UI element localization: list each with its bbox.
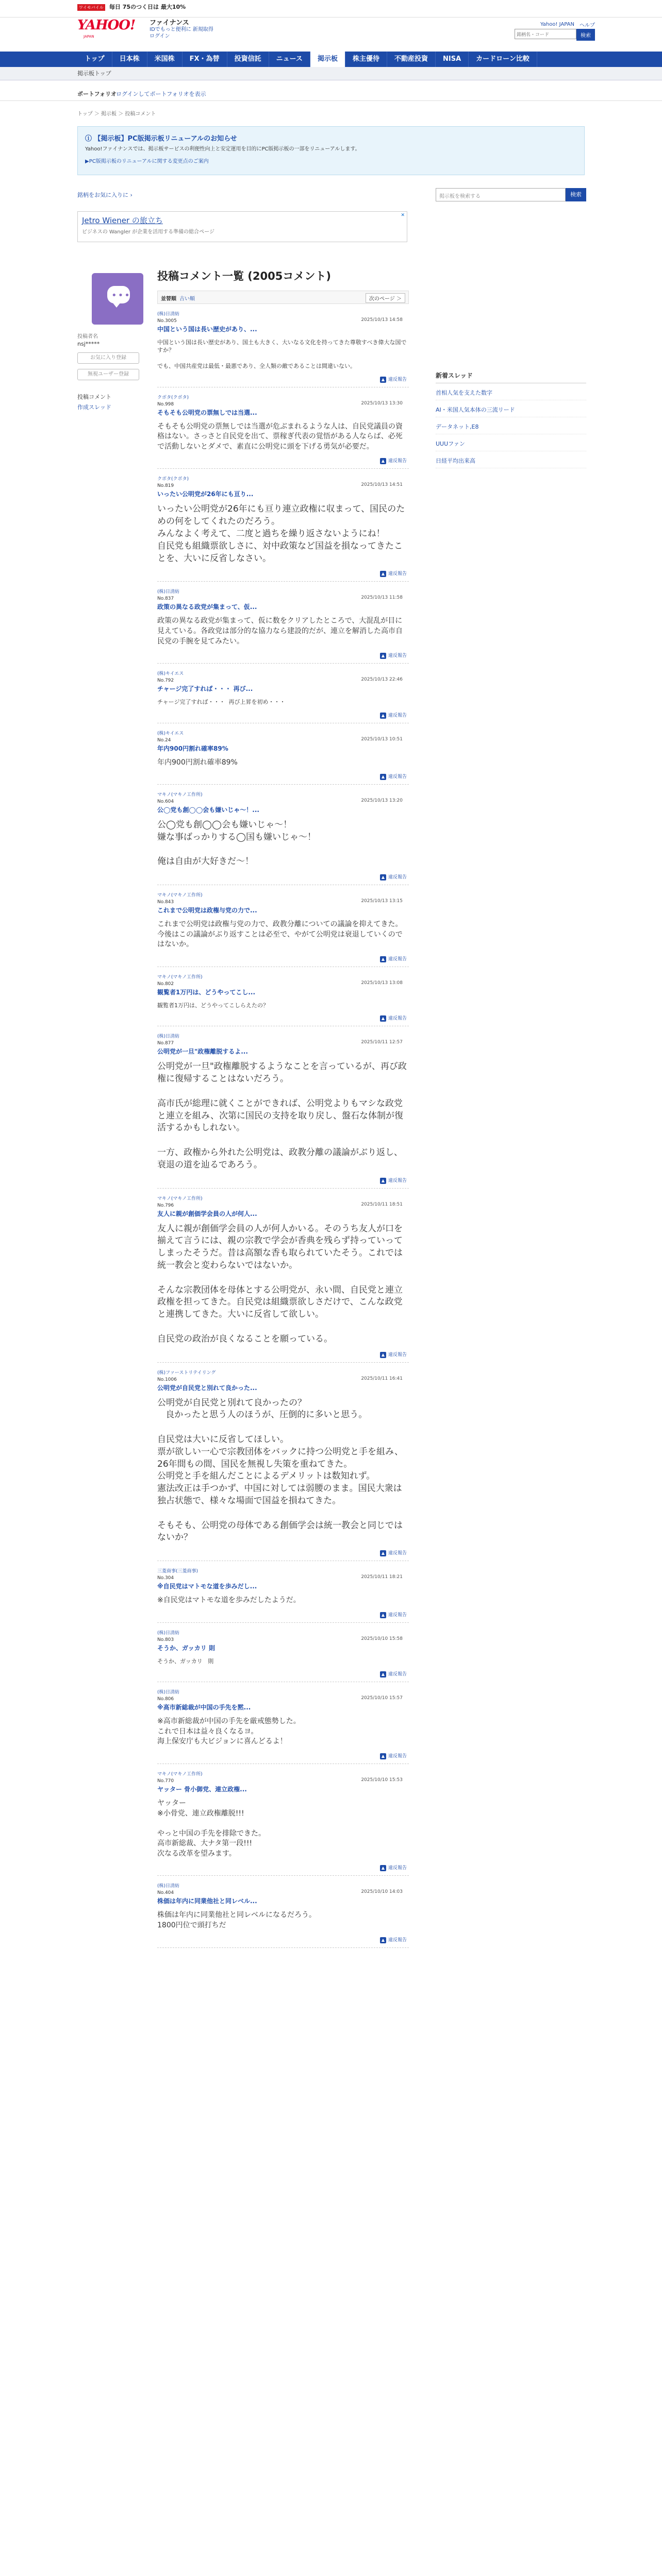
report-link[interactable]: ▲ 違反報告 xyxy=(157,1549,409,1556)
gnav-item[interactable]: カードローン比較 xyxy=(469,52,537,67)
gnav-item[interactable]: NISA xyxy=(436,52,469,67)
comment-stock-link[interactable]: マキノ(マキノ工作所) xyxy=(157,1771,203,1777)
portfolio-title: ポートフォリオ xyxy=(77,91,117,97)
comment-stock-link[interactable]: マキノ(マキノ工作所) xyxy=(157,893,203,899)
comment-body: 株価は年内に同業他社と同レベルになるだろう。 1800円位で頭打ちだ xyxy=(157,1911,316,1930)
comment-body: 公明党が自民党と別れて良かったの？ 良かったと思う人のほうが、圧倒的に多いと思う。 自民党は大いに反省してほしい。 票が欲しい一心で宗教団体をバックに持つ公明党と手を組み、26年間もの間、国民を無視し失策を重ねてきた。 公明党と手を組んだことによるデメリットは数知れず。 憲法改正は手つかず、中国に対しては弱腰のまま。国民大衆は独占状態で、様々な場面で国益を損ねてきた。 そもそも、公明党の母体である創価学会は統一教会と同じではないか？ xyxy=(157,1397,404,1543)
comment-number: No.770 xyxy=(157,1778,174,1784)
comment-title-link[interactable]: 公明党が自民党と別れて良かった... xyxy=(157,1384,257,1392)
comment-number: No.802 xyxy=(157,981,174,987)
comment-body: チャージ完了すれば・・・ 再び上昇を初め・・・ xyxy=(157,699,286,706)
comment-title-link[interactable]: 観覧者1万円は、どうやってこし... xyxy=(157,989,256,996)
ignore-user-button[interactable]: 無視ユーザー登録 xyxy=(77,369,139,380)
promo-text: 毎日 75のつく日は 最大10% xyxy=(109,4,186,10)
posted-comments-label: 投稿コメント xyxy=(77,394,111,400)
comment-item xyxy=(157,785,409,885)
report-link[interactable]: ▲ 違反報告 xyxy=(157,873,409,880)
comment-title-link[interactable]: ※高市新総裁が中国の手先を黙... xyxy=(157,1704,251,1711)
comment-date: 2025/10/10 15:58 xyxy=(361,1636,403,1641)
sort-label: 並替順 xyxy=(161,296,176,302)
notice-heading-text: 【掲示板】PC版掲示板リニューアルのお知らせ xyxy=(94,135,237,143)
gnav-item[interactable]: 米国株 xyxy=(147,52,183,67)
report-link[interactable]: ▲ 違反報告 xyxy=(157,1014,409,1022)
comment-title-link[interactable]: 中国という国は長い歴史があり、... xyxy=(157,326,257,333)
comment-body: ヤッター ※小骨党、連立政権離脱!!! やっと中国の手先を排除できた。 高市新総裁、大ナタ第一段!!! 次なる改革を望みます。 xyxy=(157,1799,266,1858)
comment-stock-link[interactable]: マキノ(マキノ工作所) xyxy=(157,792,203,798)
comment-list xyxy=(157,304,409,1948)
report-link[interactable]: ▲ 違反報告 xyxy=(157,652,409,659)
dots-icon: ••• xyxy=(111,290,131,301)
chevron-right-icon: › xyxy=(130,192,133,198)
top-bar xyxy=(0,0,662,18)
global-nav xyxy=(0,52,662,67)
comment-stock-link[interactable]: マキノ(マキノ工作所) xyxy=(157,975,203,980)
comment-date: 2025/10/10 15:57 xyxy=(361,1696,403,1701)
comment-body: 公明党が一旦"政権離脱するようなことを言っているが、再び政権に復帰することはないだろう。 高市氏が総理に就くことができれば、公明党よりもマシな政党と連立を組み、次第に国民の支持を取り戻し、盤石な体制が復活するかもしれない。 一方、政権から外れた公明党は、政教分離の議論がぶり返し、衰退の道を辿るであろう。 xyxy=(157,1061,407,1170)
comment-number: No.1006 xyxy=(157,1377,177,1382)
comment-number: No.819 xyxy=(157,483,174,489)
report-link[interactable]: ▲ 違反報告 xyxy=(157,1351,409,1358)
comment-item xyxy=(157,1623,409,1682)
comment-date: 2025/10/13 13:08 xyxy=(361,980,403,986)
portfolio-bar xyxy=(0,86,662,101)
comment-body: 公◯党も創◯◯会も嫌いじゃ～！ 嫌な事ばっかりする◯国も嫌いじゃ～！ 俺は自由が大好きだ～！ xyxy=(157,820,317,867)
gnav-item[interactable]: 株主優待 xyxy=(345,52,387,67)
comment-number: No.998 xyxy=(157,401,174,407)
comment-item xyxy=(157,582,409,664)
board-search xyxy=(436,188,586,201)
comment-date: 2025/10/13 10:51 xyxy=(361,736,403,742)
header-search-button[interactable]: 検索 xyxy=(576,29,595,41)
comment-title-link[interactable]: そうか、ガッカリ 則 xyxy=(157,1644,215,1652)
comment-body: 友人に親が創価学会員の人が何人かいる。そのうち友人が口を揃えて言うには、親の宗教で学会が香典を残らず持っていってしまったそうだ。昔は高額な香も取られていたそう。これでは統一教会と変わらないではないか。 そんな宗教団体を母体とする公明党が、永い間、自民党と連立政権を担ってきた。自民党は組織票欲しさだけで、こんな政党と連携してきた。大いに反省して欲しい。 自民党の政治が良くなることを願っている。 xyxy=(157,1223,403,1344)
breadcrumb[interactable]: トップ ＞ 掲示板 ＞ 投稿コメント xyxy=(77,111,156,117)
comment-number: No.803 xyxy=(157,1637,174,1642)
favorite-user-button[interactable]: お気に入り登録 xyxy=(77,352,139,364)
favorite-stock-text[interactable]: 銘柄をお気に入りに xyxy=(77,192,128,198)
new-thread-item[interactable]: UUUファン xyxy=(436,434,586,451)
comment-item xyxy=(157,885,409,967)
comment-body: 年内900円割れ確率89% xyxy=(157,758,238,767)
comment-date: 2025/10/11 16:41 xyxy=(361,1376,403,1381)
comment-number: No.24 xyxy=(157,737,171,743)
comment-body: これまで公明党は政権与党の力で、政教分離についての議論を抑えてきた。 今後はこの議論がぶり返すことは必至で、やがて公明党は衰退していくのではないか。 xyxy=(157,920,403,949)
report-link[interactable]: ▲ 違反報告 xyxy=(157,955,409,962)
gnav-item[interactable]: FX・為替 xyxy=(183,52,227,67)
ad-title[interactable]: Jetro Wiener の旅立ち xyxy=(82,216,163,225)
comment-body: 中国という国は長い歴史があり、国土も大きく、大いなる文化を持ってきた尊敬すべき偉大な国ですか？ でも、中国共産党は最低・最悪であり、全人類の敵であることは間違いない。 xyxy=(157,339,407,370)
comment-stock-link[interactable]: (株)日清紡 xyxy=(157,1630,180,1636)
gnav-item[interactable]: 日本株 xyxy=(112,52,147,67)
comment-stock-link[interactable]: クボタ(クボタ) xyxy=(157,395,189,400)
logo-finance: ファイナンス xyxy=(150,19,189,27)
notice-link-text[interactable]: PC版掲示板のリニューアルに関する変更点のご案内 xyxy=(89,159,209,164)
gnav-item[interactable]: 不動産投資 xyxy=(387,52,436,67)
comment-date: 2025/10/11 18:51 xyxy=(361,1201,403,1207)
site-logo[interactable] xyxy=(77,18,144,41)
sort-controls xyxy=(161,294,195,302)
comment-stock-link[interactable]: (株)ファーストリテイリング xyxy=(157,1370,216,1376)
comment-title-link[interactable]: 年内900円割れ確率89% xyxy=(157,744,228,752)
user-name: nsj***** xyxy=(77,341,100,347)
header-right xyxy=(540,21,595,28)
logo-jp: JAPAN xyxy=(84,35,94,39)
favorite-stock-link[interactable] xyxy=(77,191,133,199)
comment-date: 2025/10/13 14:51 xyxy=(361,482,403,488)
new-thread-item[interactable]: AI・米国人気本体の三流リード xyxy=(436,400,586,417)
comment-item xyxy=(157,304,409,387)
header-search xyxy=(515,29,595,41)
comment-item xyxy=(157,1561,409,1623)
comment-title-link[interactable]: 株価は年内に同業他社と同レベル... xyxy=(157,1897,257,1905)
created-threads-link[interactable]: 作成スレッド xyxy=(77,404,111,411)
id-link[interactable]: IDでもっと便利に 新規取得 xyxy=(150,27,213,32)
comment-item xyxy=(157,1764,409,1876)
comment-item xyxy=(157,1026,409,1188)
notice-link[interactable]: ▶PC版掲示板のリニューアルに関する変更点のご案内 xyxy=(85,159,209,164)
login-link[interactable]: ログイン xyxy=(150,33,170,39)
comment-item xyxy=(157,723,409,785)
user-profile xyxy=(77,273,150,411)
portfolio-login-link[interactable]: ログインしてポートフォリオを表示 xyxy=(116,91,206,97)
comment-date: 2025/10/10 15:53 xyxy=(361,1777,403,1783)
report-link[interactable]: ▲ 違反報告 xyxy=(157,711,409,719)
report-link[interactable]: ▲ 違反報告 xyxy=(157,457,409,464)
comment-item xyxy=(157,1682,409,1764)
new-threads-heading: 新着スレッド xyxy=(436,371,586,383)
subnav-bbs-top[interactable]: 掲示板トップ xyxy=(77,70,111,77)
sort-oldest-link[interactable]: 古い順 xyxy=(179,296,195,302)
comment-stock-link[interactable]: (株)日清紡 xyxy=(157,1690,180,1696)
comment-date: 2025/10/11 12:57 xyxy=(361,1040,403,1045)
comment-item xyxy=(157,387,409,469)
comment-number: No.837 xyxy=(157,596,174,602)
comment-title-link[interactable]: いったい公明党が26年にも亘り... xyxy=(157,490,254,498)
ad-banner[interactable] xyxy=(77,211,407,242)
gnav-item[interactable]: 掲示板 xyxy=(310,52,345,67)
comment-date: 2025/10/10 14:03 xyxy=(361,1889,403,1895)
notice-body: Yahoo!ファイナンスでは、掲示板サービスの利便性向上と安定運用を目的にPC版掲示板の一部をリニューアルします。 xyxy=(85,146,360,152)
comment-item xyxy=(157,469,409,582)
comment-item xyxy=(157,664,409,723)
gnav-item[interactable]: ニュース xyxy=(269,52,310,67)
board-search-button[interactable]: 検索 xyxy=(566,188,586,201)
avatar xyxy=(92,273,143,325)
comment-stock-link[interactable]: 三菱商事(三菱商事) xyxy=(157,1569,198,1574)
comment-title-link[interactable]: これまで公明党は政権与党の力で... xyxy=(157,907,257,914)
header-search-input[interactable]: 銘柄名・コード xyxy=(515,29,576,39)
report-link[interactable]: ▲ 違反報告 xyxy=(157,570,409,577)
report-link[interactable]: ▲ 違反報告 xyxy=(157,1864,409,1871)
comment-list-main xyxy=(157,268,409,1948)
comment-stock-link[interactable]: (株)日清紡 xyxy=(157,312,180,317)
comment-date: 2025/10/13 11:58 xyxy=(361,595,403,601)
comment-title-link[interactable]: 公◯党も創◯◯会も嫌いじゃ～！... xyxy=(157,806,259,814)
promo-badge: ワイモバイル xyxy=(77,4,105,11)
comment-number: No.792 xyxy=(157,678,174,684)
report-link[interactable]: ▲ 違反報告 xyxy=(157,376,409,383)
comment-number: No.404 xyxy=(157,1890,174,1896)
ad-close-icon[interactable]: ✕ xyxy=(401,213,405,218)
info-icon: ⓘ xyxy=(85,135,94,143)
comment-stock-link[interactable]: (株)日清紡 xyxy=(157,589,180,595)
comment-item xyxy=(157,1363,409,1562)
comment-title-link[interactable]: ※自民党はマトモな道を歩みだし... xyxy=(157,1583,257,1590)
comment-number: No.843 xyxy=(157,900,174,905)
next-page-button[interactable]: 次のページ ＞ xyxy=(366,293,405,303)
comment-item xyxy=(157,1189,409,1363)
comment-body: そもそも公明党の票無しでは当選が危ぶまれるような人は、自民党議員の資格はない。さっさと自民党を出て、票稼ぎ代表の覚悟がある人ならば、必死で活動しないとダメで、素直に公明党に頭を下げる勇気が必要だ。 xyxy=(157,422,403,451)
report-link[interactable]: ▲ 違反報告 xyxy=(157,773,409,780)
sub-nav xyxy=(0,67,662,80)
comment-body: いったい公明党が26年にも亘り連立政権に収まって、国民のための何をしてくれたのだろう。 みんなよく考えて、二度と過ちを繰り返さないようにね！ 自民党も組織票欲しさに、対中政策など国益を損なってきたことを、大いに反省しなさい。 xyxy=(157,504,405,564)
new-thread-item[interactable]: データネット,E8 xyxy=(436,417,586,434)
comment-stock-link[interactable]: (株)日清紡 xyxy=(157,1884,180,1889)
new-threads-panel xyxy=(436,371,586,468)
report-link[interactable]: ▲ 違反報告 xyxy=(157,1177,409,1184)
comment-title-link[interactable]: 公明党が一旦"政権離脱するよ... xyxy=(157,1048,248,1056)
logo-yahoo: YAHOO! xyxy=(77,18,136,33)
comment-body: ※自民党はマトモな道を歩みだしたようだ。 xyxy=(157,1596,301,1605)
notice-heading xyxy=(85,133,237,143)
ad-sub: ビジネスの Wangler が企業を活用する準備の総合ページ xyxy=(82,229,214,235)
help-link[interactable]: ヘルプ xyxy=(580,23,595,28)
comment-stock-link[interactable]: クボタ(クボタ) xyxy=(157,477,189,482)
comment-date: 2025/10/13 13:30 xyxy=(361,400,403,406)
comment-body: ※高市新総裁が中国の手先を厳戒態勢した。 これで日本は益々良くなるヨ。 海上保安庁も大ビジョンに喜んどるよ！ xyxy=(157,1717,301,1746)
comment-title-link[interactable]: ヤッター 骨小御党、連立政権... xyxy=(157,1785,247,1793)
comment-number: No.877 xyxy=(157,1041,174,1046)
comment-date: 2025/10/11 18:21 xyxy=(361,1574,403,1580)
comment-number: No.3005 xyxy=(157,318,177,324)
comment-body: 政策の異なる政党が集まって、仮に数をクリアしたところで、大混乱が目に見えている。各政党は部分的な協力なら建設的だが、連立を解消した高市自民党の手腕を見てみたい。 xyxy=(157,617,403,646)
comment-number: No.304 xyxy=(157,1575,174,1581)
comment-stock-link[interactable]: (株)日清紡 xyxy=(157,1034,180,1040)
comment-date: 2025/10/13 14:58 xyxy=(361,317,403,323)
comment-item xyxy=(157,967,409,1026)
gnav-item[interactable]: 投資信託 xyxy=(227,52,269,67)
comment-date: 2025/10/13 22:46 xyxy=(361,677,403,683)
yahoo-japan-link[interactable]: Yahoo! JAPAN xyxy=(540,22,574,27)
comment-body: そうか、ガッカリ 則 xyxy=(157,1657,214,1665)
comment-date: 2025/10/13 13:20 xyxy=(361,798,403,804)
report-link[interactable]: ▲ 違反報告 xyxy=(157,1611,409,1618)
promo-banner[interactable] xyxy=(77,1,191,15)
comment-stock-link[interactable]: (株)キイエス xyxy=(157,731,184,736)
report-link[interactable]: ▲ 違反報告 xyxy=(157,1752,409,1759)
header-links xyxy=(150,20,213,40)
sort-bar xyxy=(157,291,409,304)
comment-item xyxy=(157,1876,409,1947)
comment-number: No.604 xyxy=(157,799,174,805)
new-thread-item[interactable]: 首相人気を支えた数字 xyxy=(436,383,586,400)
comment-title-link[interactable]: チャージ完了すれば・・・ 再び... xyxy=(157,685,253,693)
report-link[interactable]: ▲ 違反報告 xyxy=(157,1936,409,1943)
comment-number: No.796 xyxy=(157,1202,174,1208)
page-title: 投稿コメント一覧 (2005コメント) xyxy=(157,270,331,282)
new-thread-item[interactable]: 日経平均出来高 xyxy=(436,451,586,468)
comment-number: No.806 xyxy=(157,1697,174,1702)
comment-stock-link[interactable]: (株)キイエス xyxy=(157,671,184,677)
name-label: 投稿者名 xyxy=(77,334,98,340)
comment-title-link[interactable]: そもそも公明党の票無しでは当選... xyxy=(157,409,257,416)
comment-title-link[interactable]: 友人に親が創価学会員の人が何人... xyxy=(157,1210,257,1217)
comment-stock-link[interactable]: マキノ(マキノ工作所) xyxy=(157,1196,203,1201)
report-link[interactable]: ▲ 違反報告 xyxy=(157,1670,409,1677)
renewal-notice xyxy=(77,126,585,175)
comment-body: 観覧者1万円は、どうやってこしらえたの？ xyxy=(157,1002,269,1009)
gnav-item[interactable]: トップ xyxy=(77,52,112,67)
comment-date: 2025/10/13 13:15 xyxy=(361,899,403,904)
board-search-input[interactable]: 掲示板を検索する xyxy=(436,188,566,201)
comment-title-link[interactable]: 政策の異なる政党が集まって、仮... xyxy=(157,603,257,611)
